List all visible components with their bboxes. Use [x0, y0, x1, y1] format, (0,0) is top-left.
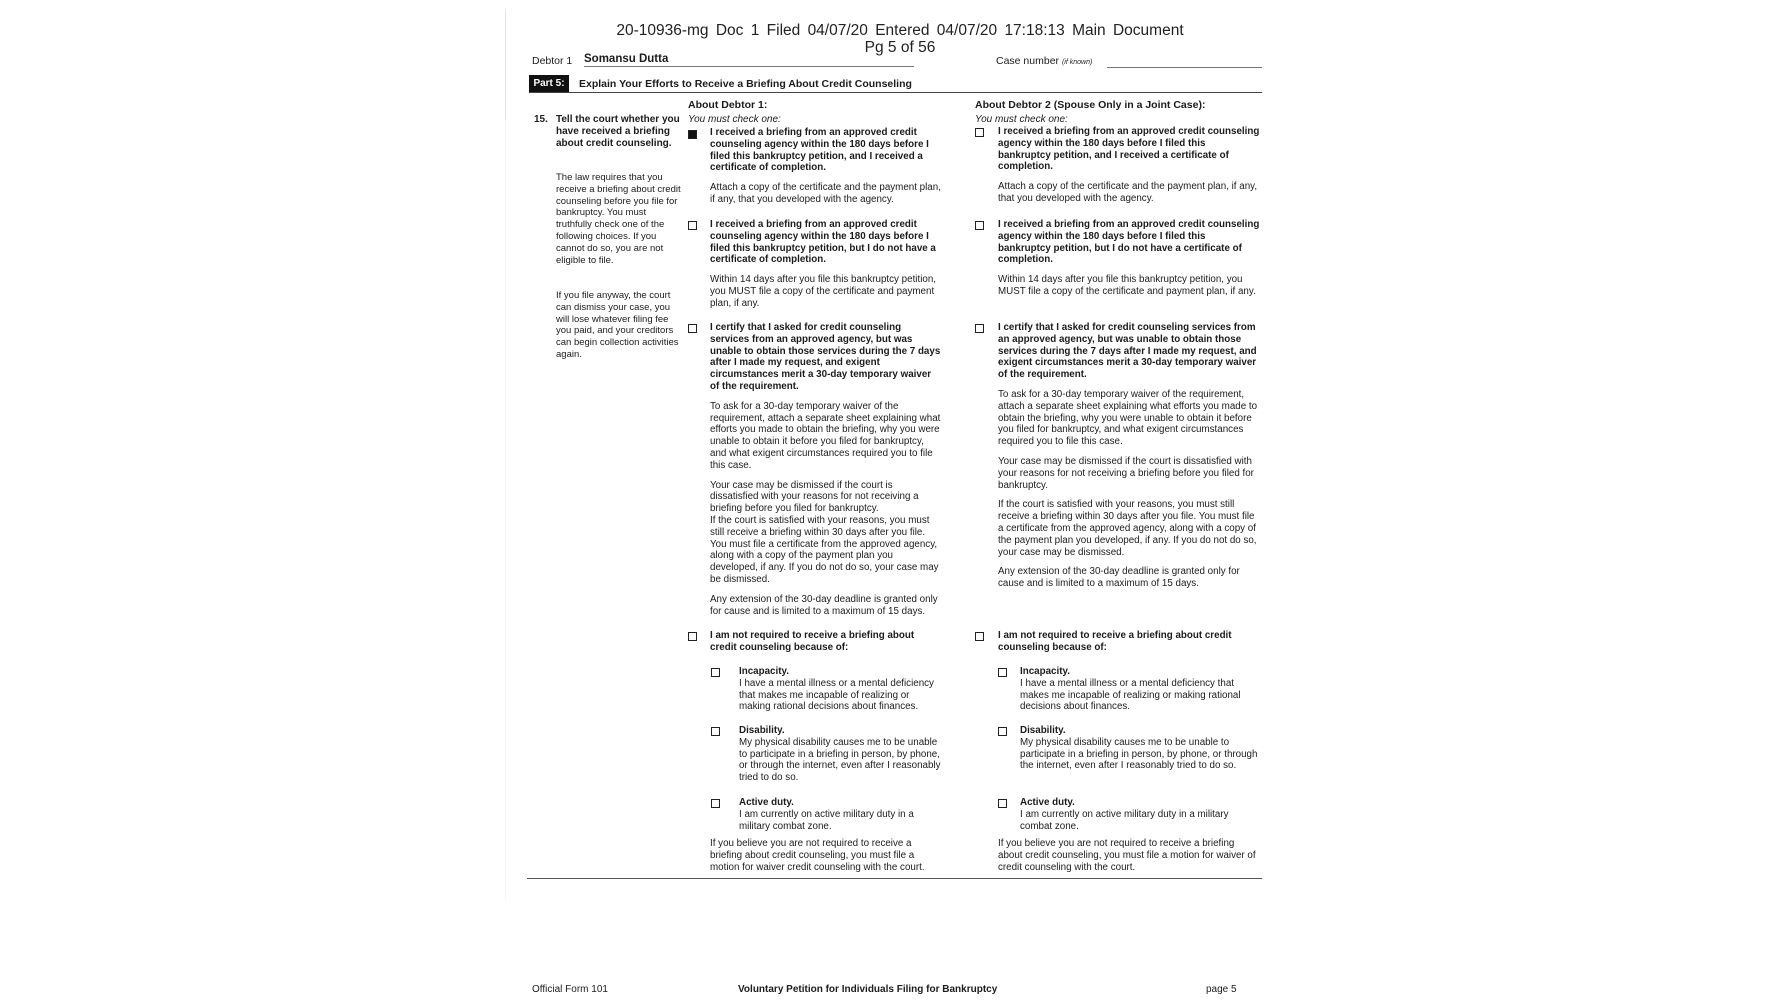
- debtor2-option3: [998, 322, 1260, 590]
- debtor1-active-duty-title: Active duty.: [739, 797, 794, 808]
- debtor1-option3-checkbox[interactable]: [688, 324, 697, 333]
- debtor1-option3-waiver: To ask for a 30-day temporary waiver of the requirement, attach a separate sheet explaining what efforts you made to obtain the briefing, why you were unable to obtain it before you filed for bankruptcy, and what exigent circumstances required you to file this case.: [710, 400, 941, 471]
- debtor2-option4: [998, 630, 1260, 654]
- part-title: Explain Your Efforts to Receive a Briefing About Credit Counseling: [579, 78, 912, 90]
- court-stamp-page: Pg 5 of 56: [864, 39, 936, 56]
- question-title: Tell the court whether you have received a briefing about credit counseling.: [556, 114, 680, 149]
- debtor2-option2-checkbox[interactable]: [975, 221, 984, 230]
- debtor2-active-duty-title: Active duty.: [1020, 797, 1075, 808]
- debtor-label: Debtor 1: [532, 55, 573, 67]
- debtor2-disability-text: My physical disability causes me to be unable to participate in a briefing in person, by phone, or through the internet, even after I reasonably tried to do so.: [1020, 736, 1258, 772]
- debtor1-option3-satisfied: If the court is satisfied with your reasons, you must still receive a briefing within 30 days after you file. You must file a certificate from the approved agency, along with a copy of the payment plan you developed, if any. If you do not do so, your case may be dismissed.: [710, 514, 939, 585]
- debtor2-option4-checkbox[interactable]: [975, 632, 984, 641]
- debtor2-option2: [998, 219, 1260, 298]
- debtor1-option1: [710, 127, 942, 206]
- debtor1-incapacity-title: Incapacity.: [739, 666, 789, 677]
- question-number: 15.: [534, 114, 548, 125]
- debtor1-option1-note: Attach a copy of the certificate and the payment plan, if any, that you developed with the agency.: [710, 182, 941, 205]
- debtor2-disability-checkbox[interactable]: [998, 727, 1007, 736]
- debtor1-option1-text: I received a briefing from an approved credit counseling agency within the 180 days before I filed this bankruptcy petition, and I received a certificate of completion.: [710, 127, 929, 174]
- debtor-name-field[interactable]: Somansu Dutta: [584, 53, 914, 67]
- debtor2-active-duty: [1020, 797, 1260, 832]
- debtor1-disability-title: Disability.: [739, 725, 785, 736]
- debtor1-option4-checkbox[interactable]: [688, 632, 697, 641]
- part-tag: Part 5:: [529, 75, 569, 92]
- debtor2-option3-text: I certify that I asked for credit counseling services from an approved agency, but was unable to obtain those services during the 7 days after I made my request, and exigent circumstances merit a 30-day temporary waiver of the requirement.: [998, 322, 1257, 381]
- debtor2-option1-text: I received a briefing from an approved credit counseling agency within the 180 days before I filed this bankruptcy petition, and I received a certificate of completion.: [998, 126, 1260, 173]
- case-number-label-text: Case number: [996, 55, 1060, 67]
- debtor2-option1: [998, 126, 1260, 205]
- debtor1-disability-text: My physical disability causes me to be unable to participate in a briefing in person, by phone, or through the internet, even after I reasonably tried to do so.: [739, 736, 941, 784]
- debtor1-must-check: You must check one:: [688, 114, 781, 125]
- debtor1-option3-text: I certify that I asked for credit counseling services from an approved agency, but was unable to obtain those services during the 7 days after I made my request, and exigent circumstances merit a 30-day temporary waiver of the requirement.: [710, 322, 941, 392]
- debtor2-active-duty-checkbox[interactable]: [998, 799, 1007, 808]
- footer-form-number: Official Form 101: [532, 984, 608, 995]
- debtor2-incapacity: [1020, 666, 1260, 713]
- debtor2-disability: [1020, 725, 1260, 772]
- debtor-row: [532, 53, 1262, 69]
- debtor2-option3-checkbox[interactable]: [975, 324, 984, 333]
- debtor2-incapacity-title: Incapacity.: [1020, 666, 1070, 677]
- debtor1-incapacity-checkbox[interactable]: [711, 668, 720, 677]
- debtor2-option3-extension: Any extension of the 30-day deadline is granted only for cause and is limited to a maximum of 15 days.: [998, 566, 1240, 590]
- debtor1-incapacity: [739, 666, 943, 713]
- debtor1-disability-checkbox[interactable]: [711, 727, 720, 736]
- debtor2-incapacity-text: I have a mental illness or a mental deficiency that makes me incapable of realizing or making rational decisions about finances.: [1020, 677, 1241, 713]
- debtor2-must-check: You must check one:: [975, 114, 1068, 125]
- case-number-label: [996, 55, 1092, 67]
- debtor1-disability: [739, 725, 943, 784]
- debtor1-active-duty-checkbox[interactable]: [711, 799, 720, 808]
- debtor2-option2-text: I received a briefing from an approved credit counseling agency within the 180 days before I filed this bankruptcy petition, but I do not have a certificate of completion.: [998, 219, 1260, 266]
- question-requirement: The law requires that you receive a briefing about credit counseling before you file for bankruptcy. You must truthfully check one of the following choices. If you cannot do so, you are not eligible to file.: [556, 172, 681, 266]
- debtor1-option3-extension: Any extension of the 30-day deadline is granted only for cause and is limited to a maximum of 15 days.: [710, 593, 938, 617]
- debtor1-heading: About Debtor 1:: [688, 99, 768, 111]
- court-stamp-line: 20-10936-mg Doc 1 Filed 04/07/20 Entered 04/07/20 17:18:13 Main Document: [616, 22, 1184, 39]
- debtor1-option3: [710, 322, 942, 617]
- debtor1-closing-note: If you believe you are not required to receive a briefing about credit counseling, you must file a motion for waiver credit counseling with the court.: [710, 838, 925, 873]
- debtor2-option3-satisfied: If the court is satisfied with your reasons, you must still receive a briefing within 30 days after you file. You must file a certificate from the approved agency, along with a copy of the payment plan you developed, if any. If you do not do so, your case may be dismissed.: [998, 499, 1257, 558]
- debtor1-option2-note: Within 14 days after you file this bankruptcy petition, you MUST file a copy of the certificate and payment plan, if any.: [710, 274, 936, 309]
- debtor2-option4-text: I am not required to receive a briefing about credit counseling because of:: [998, 630, 1232, 653]
- debtor2-active-duty-text: I am currently on active military duty in a military combat zone.: [1020, 808, 1229, 832]
- debtor1-option1-checkbox[interactable]: [688, 130, 697, 139]
- debtor1-option2-text: I received a briefing from an approved credit counseling agency within the 180 days before I filed this bankruptcy petition, but I do not have a certificate of completion.: [710, 219, 936, 266]
- debtor2-disability-title: Disability.: [1020, 725, 1066, 736]
- debtor1-option4: [710, 630, 942, 654]
- debtor1-option2-checkbox[interactable]: [688, 221, 697, 230]
- debtor2-incapacity-checkbox[interactable]: [998, 668, 1007, 677]
- debtor2-option3-dismissal: Your case may be dismissed if the court is dissatisfied with your reasons for not receiving a briefing before you filed for bankruptcy.: [998, 455, 1254, 491]
- debtor2-option3-waiver: To ask for a 30-day temporary waiver of the requirement, attach a separate sheet explaining what efforts you made to obtain the briefing, why you were unable to obtain it before you filed for bankruptcy, and what exigent circumstances required you to file this case.: [998, 388, 1258, 448]
- debtor1-option4-text: I am not required to receive a briefing about credit counseling because of:: [710, 630, 915, 653]
- page-edge-lower: [505, 120, 506, 900]
- footer-page-number: page 5: [1206, 984, 1237, 995]
- page-edge: [505, 10, 506, 120]
- debtor1-option2: [710, 219, 942, 310]
- section-divider: [527, 878, 1262, 879]
- case-number-hint: (if known): [1061, 59, 1093, 66]
- footer-form-title: Voluntary Petition for Individuals Filing for Bankruptcy: [738, 984, 998, 995]
- debtor2-option1-checkbox[interactable]: [975, 128, 984, 137]
- debtor1-incapacity-text: I have a mental illness or a mental deficiency that makes me incapable of realizing or making rational decisions about finances.: [739, 677, 934, 713]
- debtor1-option3-dismissal: Your case may be dismissed if the court is dissatisfied with your reasons for not receiving a briefing before you filed for bankruptcy.: [710, 479, 919, 515]
- debtor1-active-duty: [739, 797, 943, 832]
- debtor2-option2-note: Within 14 days after you file this bankruptcy petition, you MUST file a copy of the certificate and payment plan, if any.: [998, 274, 1256, 297]
- question-warning: If you file anyway, the court can dismiss your case, you will lose whatever filing fee you paid, and your creditors can begin collection activities again.: [556, 290, 679, 360]
- debtor2-option1-note: Attach a copy of the certificate and the payment plan, if any, that you developed with the agency.: [998, 181, 1258, 204]
- part-header: [529, 75, 1262, 93]
- debtor1-active-duty-text: I am currently on active military duty in a military combat zone.: [739, 808, 914, 832]
- debtor2-closing-note: If you believe you are not required to receive a briefing about credit counseling, you must file a motion for waiver of credit counseling with the court.: [998, 838, 1256, 873]
- case-number-field[interactable]: [1107, 67, 1262, 68]
- debtor2-heading: About Debtor 2 (Spouse Only in a Joint Case):: [975, 99, 1206, 111]
